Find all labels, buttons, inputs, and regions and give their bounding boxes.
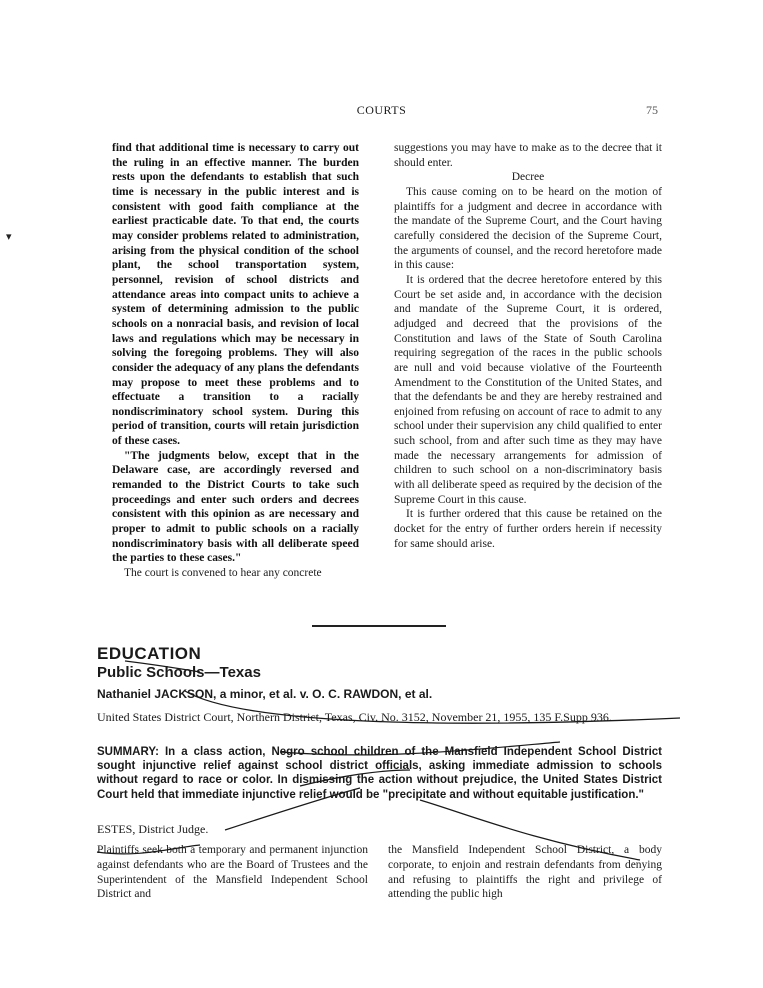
section-heading: EDUCATION: [97, 644, 202, 663]
right-paragraph-4: It is further ordered that this cause be retained on the docket for the entry of further orders herein if necessity for same should arise.: [394, 508, 662, 550]
page-number: 75: [646, 103, 658, 117]
section-divider: [312, 625, 446, 627]
section-subheading: Public Schools—Texas: [97, 664, 261, 681]
left-paragraph-1: find that additional time is necessary to carry out the ruling in an effective manner. The burden rests upon the defendants to establish that such time is necessary in the public interest and is consistent with good faith compliance at the earliest practicable date. To that end, the courts may consider problems related to administration, arising from the physical condition of the school plant, the school transportation system, personnel, revision of school districts and attendance areas into compact units to achieve a system of determining admission to the public schools on a nonracial basis, and revision of local laws and regulations which may be necessary in solving the foregoing problems. They will also consider the adequacy of any plans the defendants may propose to meet these problems and to effectuate a transition to a racially nondiscriminatory school system. During this period of transition, courts will retain jurisdiction of these cases.: [112, 142, 359, 448]
judge-line: ESTES, District Judge.: [97, 822, 209, 836]
right-paragraph-1: suggestions you may have to make as to the decree that it should enter.: [394, 142, 662, 169]
case-citation: United States District Court, Northern District, Texas, Civ. No. 3152, November 21, 1955, 135 F.Supp 936.: [97, 710, 612, 724]
bottom-right-column: [388, 843, 662, 902]
right-paragraph-3: It is ordered that the decree heretofore entered by this Court be set aside and, in accordance with the decision and mandate of the Supreme Court, it is ordered, adjudged and decreed that the provisions of the Constitution and laws of the State of South Carolina requiring segregation of the races in the public schools are null and void because violative of the Fourteenth Amendment to the Constitution of the United States, and that the defendants be and they are hereby restrained and enjoined from refusing on account of race to admit to any school under their supervision any child qualified to enter such school, from and after such time as they may have made the necessary arrangements for admission of children to such school on a non-discriminatory basis with all deliberate speed as required by the decision of the Supreme Court in this cause.: [394, 273, 662, 506]
left-paragraph-3: The court is convened to hear any concrete: [124, 567, 322, 580]
case-name: Nathaniel JACKSON, a minor, et al. v. O. C. RAWDON, et al.: [97, 687, 433, 701]
left-column: [112, 141, 359, 581]
case-summary: SUMMARY: In a class action, Negro school children of the Mansfield Independent School District sought injunctive relief against school district officials, asking immediate admission to schools without regard to race or color. In dismissing the action without prejudice, the United States District Court held that immediate injunctive relief would be "precipitate and without equitable justification.": [97, 746, 662, 801]
running-header: COURTS: [356, 103, 407, 117]
right-paragraph-2: This cause coming on to be heard on the motion of plaintiffs for a judgment and decree in accordance with the mandate of the Supreme Court, and the Court having carefully considered the decision of the Supreme Court, the arguments of counsel, and the record heretofore made in this cause:: [394, 185, 662, 272]
bottom-right-paragraph: the Mansfield Independent School District, a body corporate, to enjoin and restrain defendants from denying and refusing to plaintiffs the right and privilege of attending the public high: [388, 844, 662, 901]
bottom-left-column: [97, 843, 368, 902]
left-paragraph-2-quote: "The judgments below, except that in the Delaware case, are accordingly reversed and remanded to the District Courts to take such proceedings and enter such orders and decrees consistent with this opinion as are necessary and proper to admit to public schools on a racially nondiscriminatory basis with all deliberate speed the parties to these cases.": [112, 449, 359, 565]
decree-heading: Decree: [511, 171, 545, 184]
margin-tick-mark: ▾: [6, 231, 12, 243]
bottom-left-paragraph: Plaintiffs seek both a temporary and permanent injunction against defendants who are the Board of Trustees and the Superintendent of the Mansfield Independent School District and: [97, 844, 368, 901]
right-column: [394, 141, 662, 551]
